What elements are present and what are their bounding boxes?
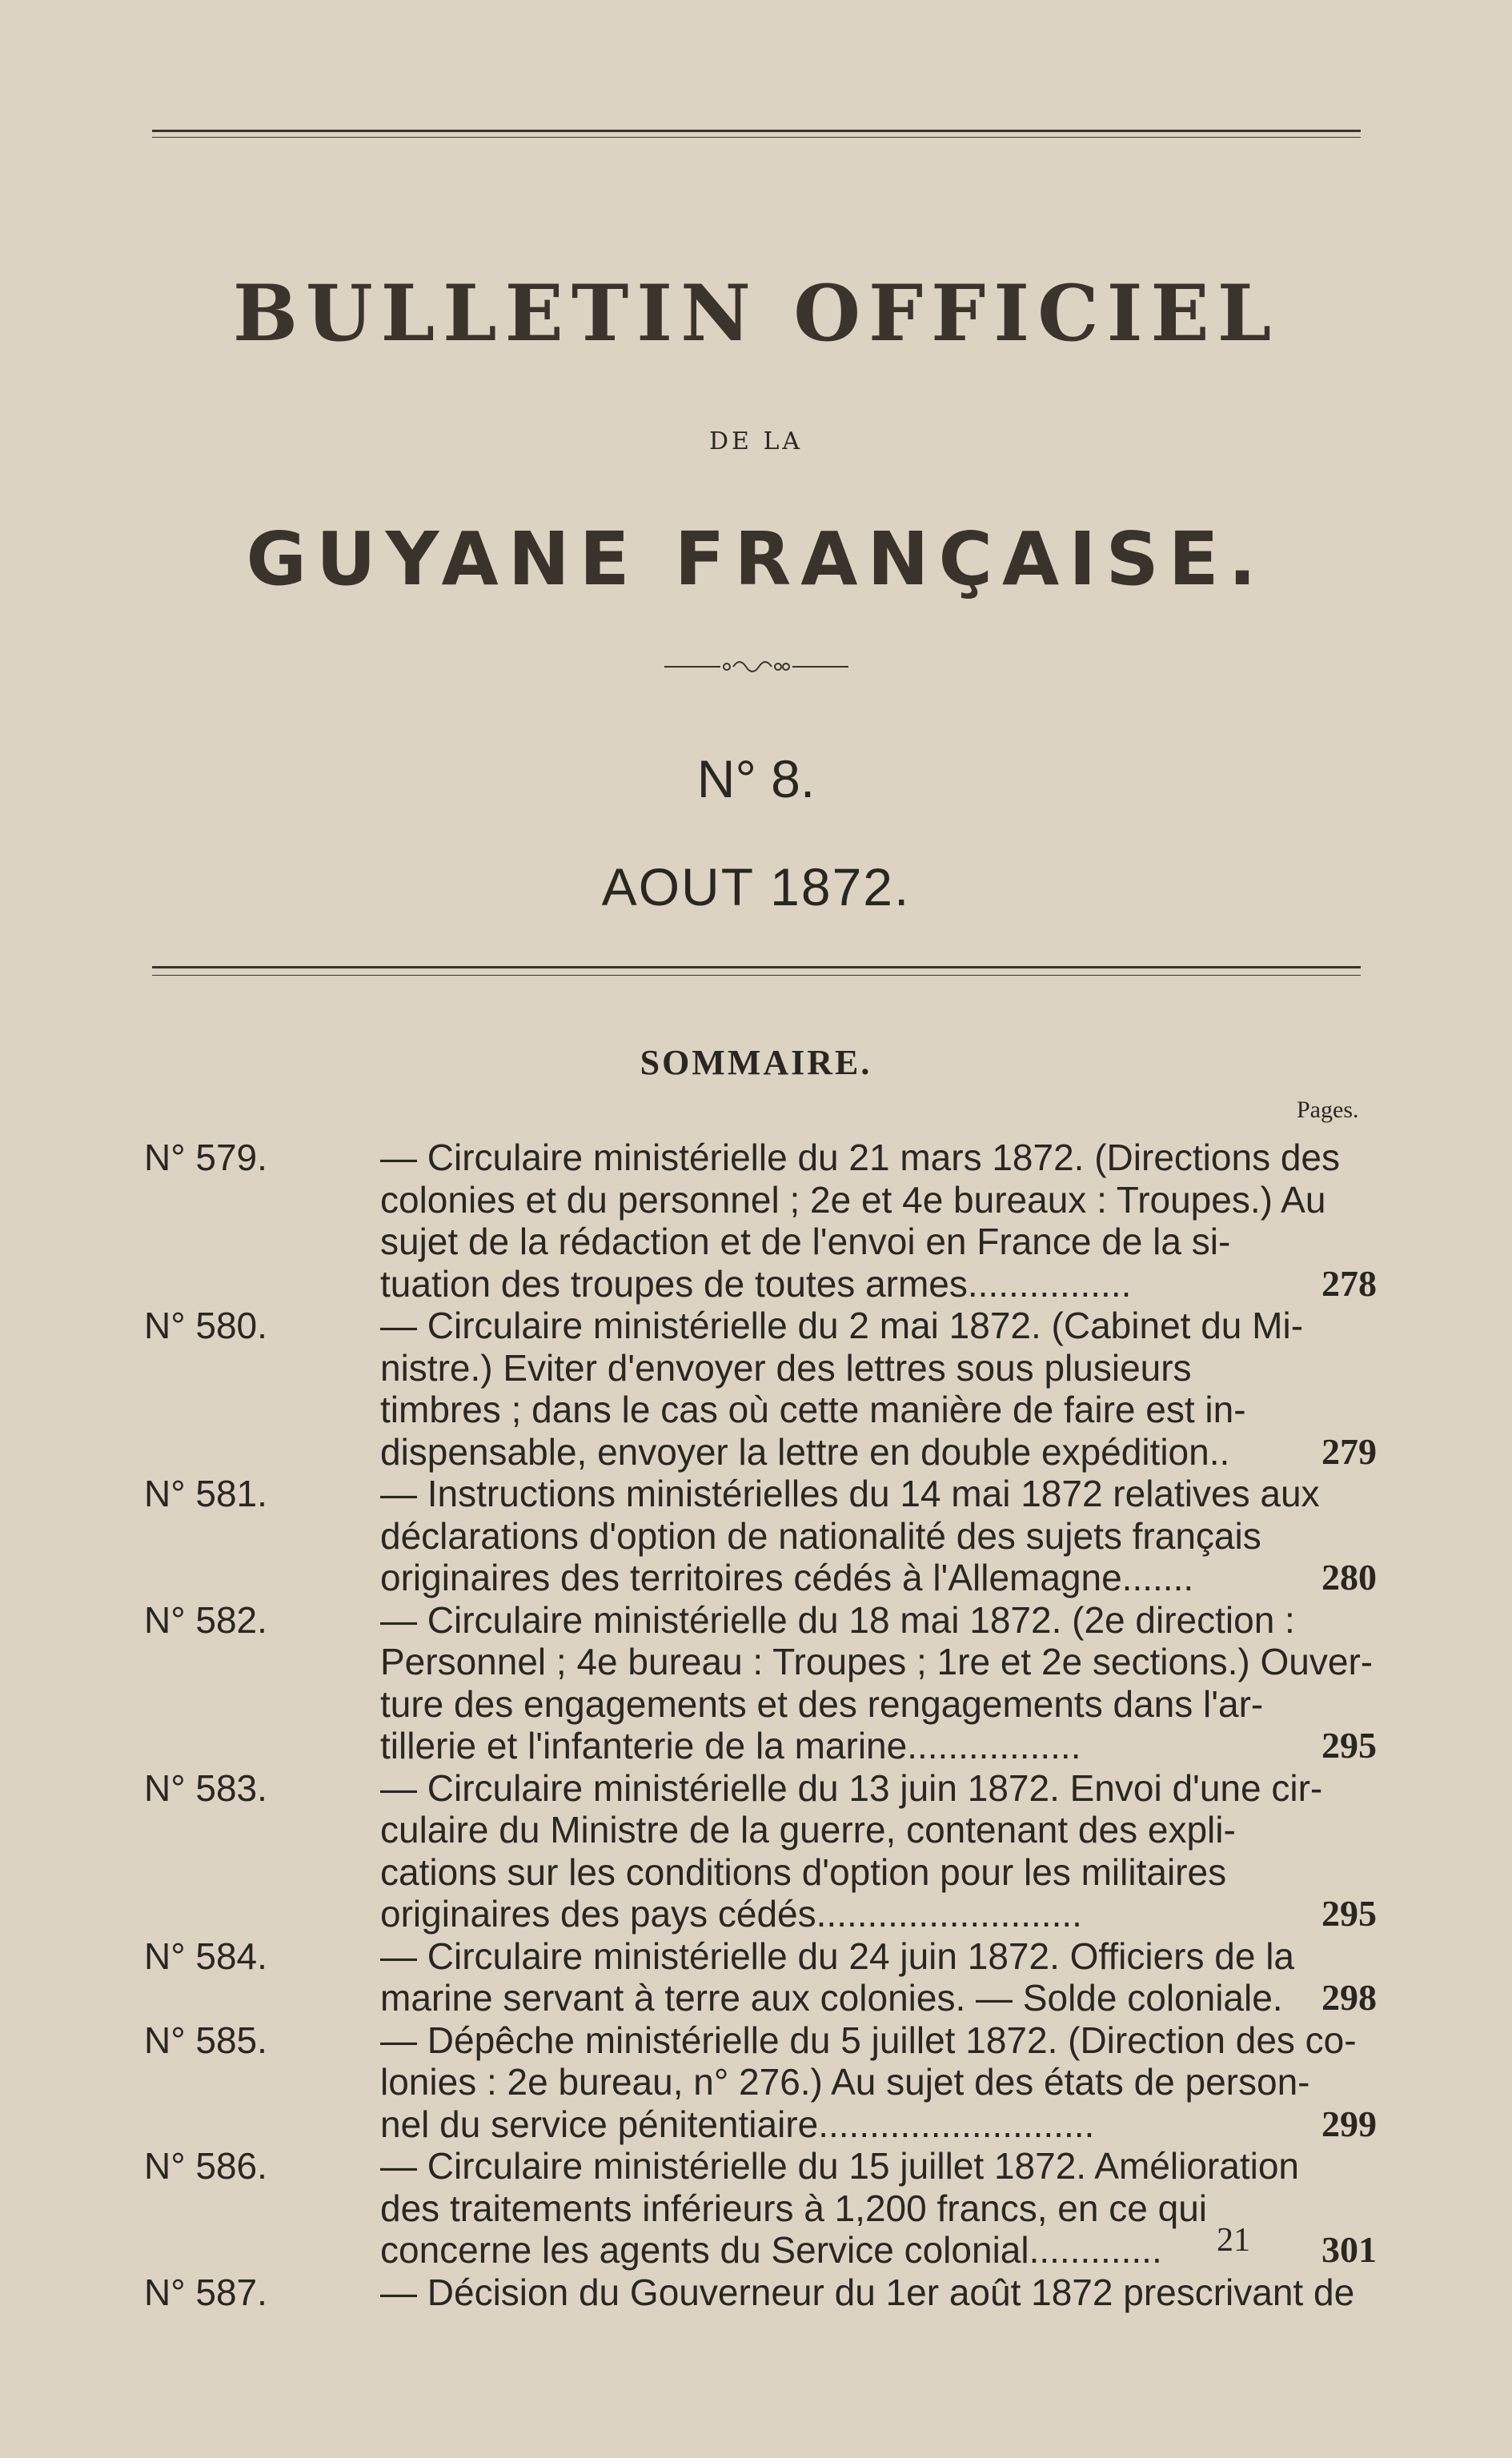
toc-entry xyxy=(144,2272,1377,2314)
toc-entry-line xyxy=(144,1557,1377,1599)
toc-entry-line xyxy=(144,1893,1377,1935)
toc-entry-text: timbres ; dans le cas où cette manière de faire est in- xyxy=(380,1389,1246,1430)
toc-entry-text: — Circulaire ministérielle du 2 mai 1872. (Cabinet du Mi- xyxy=(380,1305,1304,1346)
toc-entry-text: culaire du Ministre de la guerre, contenant des expli- xyxy=(380,1809,1236,1851)
toc-entry-text: Personnel ; 4e bureau : Troupes ; 1re et 2e sections.) Ouver- xyxy=(380,1641,1374,1682)
toc-entry-line xyxy=(144,1263,1377,1305)
toc-entry-text: déclarations d'option de nationalité des sujets français xyxy=(380,1514,1261,1557)
toc-entry-line xyxy=(144,1767,1377,1810)
toc-entry-line xyxy=(144,1137,1377,1179)
toc-entry-line xyxy=(144,2229,1377,2272)
toc-entry-line xyxy=(144,1641,1377,1683)
toc-entry-line xyxy=(144,1851,1377,1894)
middle-double-rule xyxy=(152,966,1361,976)
toc-entry-line xyxy=(144,1305,1377,1347)
toc-entry-text: ture des engagements et des rengagements dans l'ar- xyxy=(380,1682,1264,1725)
toc-entry-line xyxy=(144,1683,1377,1726)
toc-entry-number: N° 581. xyxy=(144,1473,267,1514)
toc-entry-page: 295 xyxy=(1321,1893,1377,1934)
toc-entry-number: N° 587. xyxy=(144,2271,267,2313)
toc-entry-text: — Circulaire ministérielle du 18 mai 1872. (2e direction : xyxy=(380,1598,1295,1641)
sommaire-heading: SOMMAIRE. xyxy=(640,1043,872,1082)
toc-entry xyxy=(144,1767,1377,1935)
issue-number: N° 8. xyxy=(696,749,816,808)
toc-entry-text: colonies et du personnel ; 2e et 4e bureaux : Troupes.) Au xyxy=(380,1178,1326,1221)
toc-entry-text: — Circulaire ministérielle du 21 mars 1872. (Directions des xyxy=(380,1137,1341,1178)
toc-entry-text: — Instructions ministérielles du 14 mai 1872 relatives aux xyxy=(380,1473,1320,1514)
region-title: GUYANE FRANÇAISE. xyxy=(246,516,1266,602)
top-double-rule xyxy=(152,130,1361,138)
toc-entry xyxy=(144,1305,1377,1473)
toc-entry-line xyxy=(144,2103,1377,2146)
toc-entry-text: — Circulaire ministérielle du 15 juillet 1872. Amélioration xyxy=(380,2145,1299,2187)
toc-entry-text: des traitements inférieurs à 1,200 francs, en ce qui xyxy=(380,2187,1208,2229)
toc-entry-text: sujet de la rédaction et de l'envoi en France de la si- xyxy=(380,1221,1231,1262)
toc-entry-text: nel du service pénitentiaire........................... xyxy=(380,2103,1095,2145)
toc-entry-text: marine servant à terre aux colonies. — Solde coloniale. xyxy=(380,1977,1283,2019)
toc-entry-page: 295 xyxy=(1321,1725,1377,1766)
toc-entry-number: N° 584. xyxy=(144,1935,267,1977)
toc-entry-page: 301 xyxy=(1321,2229,1377,2270)
toc-entry-line xyxy=(144,1725,1377,1767)
toc-entry-number: N° 583. xyxy=(144,1766,267,1809)
toc-entry xyxy=(144,2019,1377,2146)
toc-entry-text: lonies : 2e bureau, n° 276.) Au sujet des états de person- xyxy=(380,2061,1310,2103)
toc-entry-text: dispensable, envoyer la lettre en double expédition.. xyxy=(380,1430,1230,1473)
toc-entry-text: cations sur les conditions d'option pour les militaires xyxy=(380,1851,1227,1893)
toc-entry-line xyxy=(144,1935,1377,1978)
toc-entry-number: N° 580. xyxy=(144,1305,267,1346)
toc-entry xyxy=(144,1599,1377,1767)
toc-entry-text: — Circulaire ministérielle du 24 juin 1872. Officiers de la xyxy=(380,1935,1295,1977)
bulletin-title: BULLETIN OFFICIEL xyxy=(232,268,1280,359)
toc-entry-line xyxy=(144,2272,1377,2314)
toc-entry-page: 299 xyxy=(1321,2103,1377,2144)
toc-entry-line xyxy=(144,2187,1377,2230)
toc-entry-text: originaires des pays cédés.......................... xyxy=(380,1893,1082,1935)
toc-entry-text: — Circulaire ministérielle du 13 juin 1872. Envoi d'une cir- xyxy=(380,1766,1323,1809)
page-folio: 21 xyxy=(1217,2222,1250,2259)
bulletin-subtitle: DE LA xyxy=(708,427,804,455)
toc-entry-text: concerne les agents du Service colonial............. xyxy=(380,2229,1162,2271)
issue-date: AOUT 1872. xyxy=(601,857,911,916)
toc-entry-text: tuation des troupes de toutes armes................ xyxy=(380,1262,1132,1305)
toc-entry-number: N° 586. xyxy=(144,2145,267,2187)
toc-entry xyxy=(144,2145,1377,2272)
ornament-divider xyxy=(0,655,1512,682)
table-of-contents xyxy=(144,1137,1377,2313)
pages-column-label: Pages. xyxy=(1297,1097,1359,1123)
toc-entry-page: 298 xyxy=(1321,1977,1377,2018)
toc-entry-text: tillerie et l'infanterie de la marine................. xyxy=(380,1725,1081,1766)
toc-entry-line xyxy=(144,1599,1377,1642)
toc-entry-page: 280 xyxy=(1321,1557,1377,1598)
toc-entry-line xyxy=(144,2145,1377,2187)
toc-entry xyxy=(144,1935,1377,2019)
toc-entry-page: 279 xyxy=(1321,1430,1377,1472)
toc-entry-line xyxy=(144,1389,1377,1431)
toc-entry-line xyxy=(144,1809,1377,1851)
toc-entry-text: — Décision du Gouverneur du 1er août 1872 prescrivant de xyxy=(380,2271,1355,2313)
toc-entry-number: N° 585. xyxy=(144,2019,267,2061)
toc-entry-number: N° 582. xyxy=(144,1598,267,1641)
toc-entry-line xyxy=(144,1179,1377,1221)
toc-entry-line xyxy=(144,1347,1377,1389)
toc-entry-line xyxy=(144,1473,1377,1515)
ornament-flourish-icon xyxy=(664,655,848,679)
toc-entry-line xyxy=(144,2019,1377,2062)
toc-entry-number: N° 579. xyxy=(144,1137,267,1178)
toc-entry-page: 278 xyxy=(1321,1262,1377,1304)
toc-entry-line xyxy=(144,1221,1377,1263)
toc-entry-text: — Dépêche ministérielle du 5 juillet 1872. (Direction des co- xyxy=(380,2019,1357,2061)
toc-entry-text: originaires des territoires cédés à l'Allemagne....... xyxy=(380,1557,1194,1598)
toc-entry-line xyxy=(144,1431,1377,1474)
toc-entry-text: nistre.) Eviter d'envoyer des lettres sous plusieurs xyxy=(380,1346,1192,1389)
toc-entry-line xyxy=(144,2061,1377,2103)
toc-entry-line xyxy=(144,1515,1377,1558)
toc-entry-line xyxy=(144,1977,1377,2019)
toc-entry xyxy=(144,1137,1377,1305)
toc-entry xyxy=(144,1473,1377,1599)
